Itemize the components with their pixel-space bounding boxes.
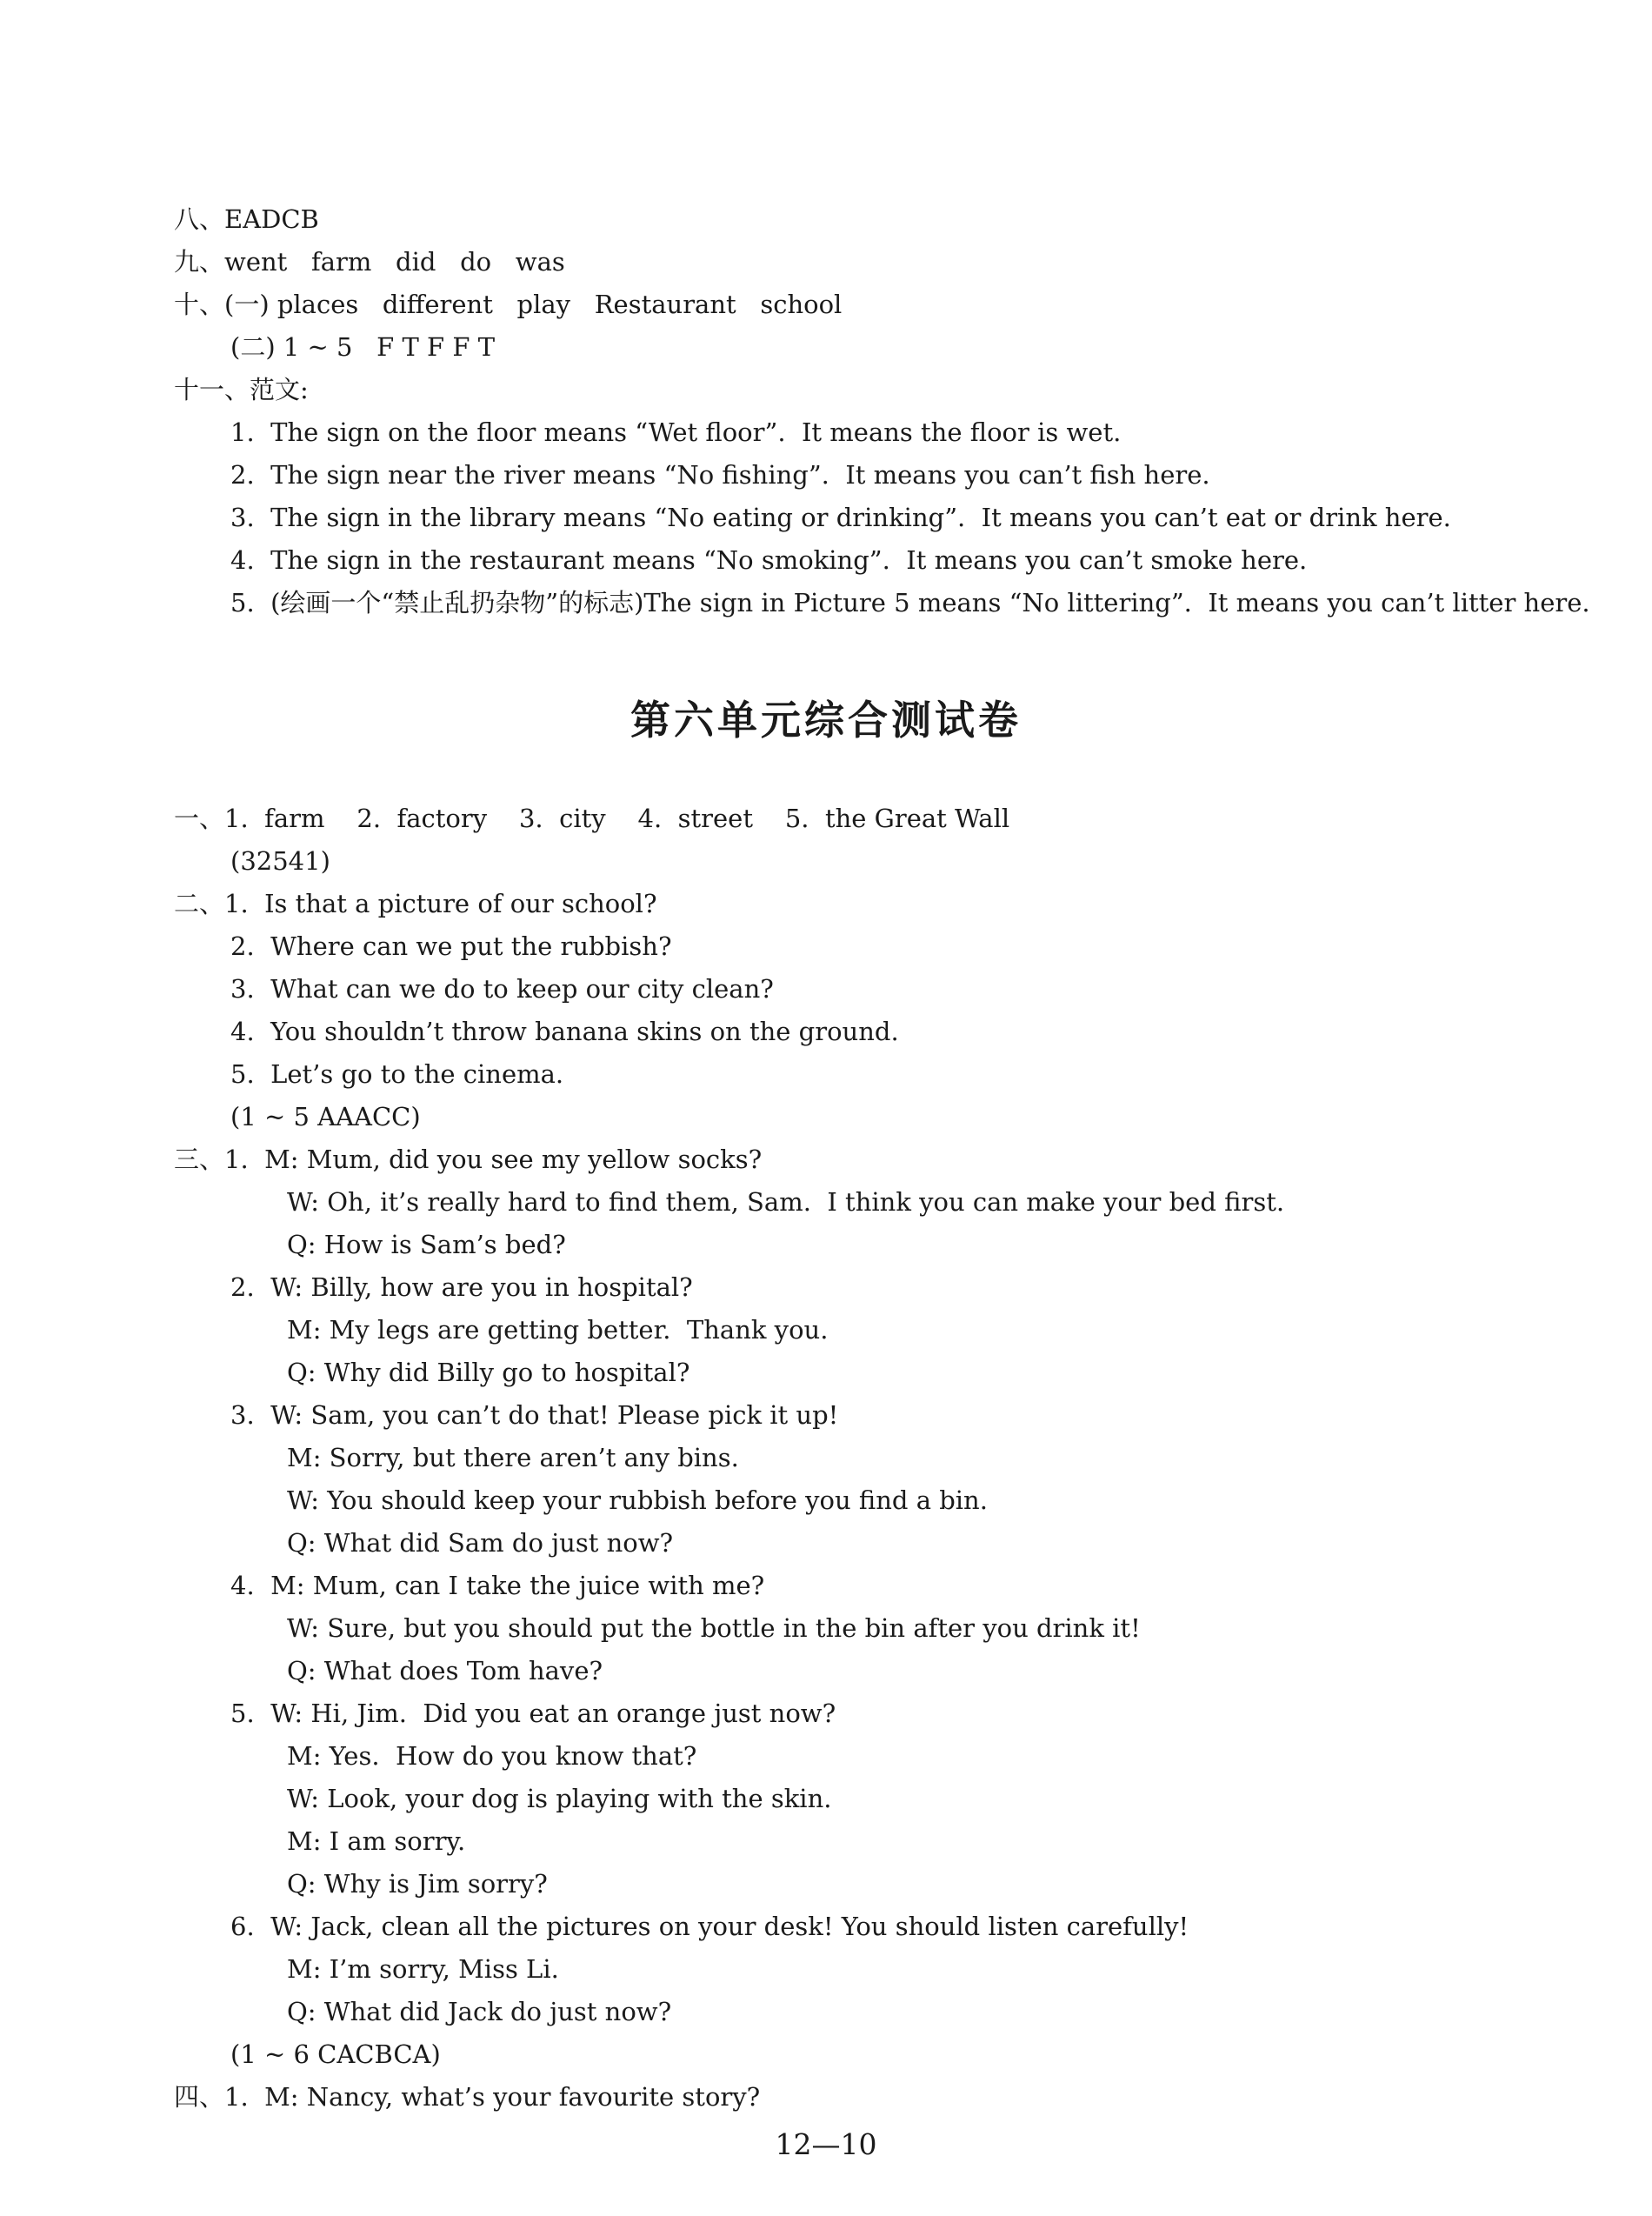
text-line: 一、1. farm 2. factory 3. city 4. street 5. the Great Wall — [174, 804, 1010, 833]
text-line: 二、1. Is that a picture of our school? — [174, 889, 657, 918]
text-line: 2. Where can we put the rubbish? — [230, 931, 672, 961]
text-line: 3. The sign in the library means “No eating or drinking”. It means you can’t eat or drink here. — [230, 503, 1451, 532]
text-line: 2. W: Billy, how are you in hospital? — [230, 1272, 693, 1302]
text-line: 4. M: Mum, can I take the juice with me? — [230, 1571, 765, 1600]
text-line: M: I’m sorry, Miss Li. — [287, 1954, 559, 1984]
text-line: 6. W: Jack, clean all the pictures on your desk! You should listen carefully! — [230, 1912, 1189, 1941]
text-line: Q: Why is Jim sorry? — [287, 1869, 548, 1899]
text-line: (二) 1 ~ 5 F T F F T — [230, 332, 496, 362]
text-line: 三、1. M: Mum, did you see my yellow socks? — [174, 1145, 763, 1174]
text-line: 十一、范文: — [174, 375, 309, 404]
text-line: Q: What did Sam do just now? — [287, 1528, 674, 1558]
text-line: 四、1. M: Nancy, what’s your favourite story? — [174, 2082, 761, 2112]
text-line: Q: What does Tom have? — [287, 1656, 603, 1685]
section-title: 第六单元综合测试卷 — [630, 697, 1022, 744]
text-line: 4. The sign in the restaurant means “No smoking”. It means you can’t smoke here. — [230, 545, 1308, 575]
text-line: (1 ~ 5 AAACC) — [230, 1102, 421, 1131]
text-line: (32541) — [230, 846, 330, 876]
text-line: W: Oh, it’s really hard to find them, Sam. I think you can make your bed first. — [287, 1187, 1285, 1217]
text-line: M: I am sorry. — [287, 1826, 466, 1856]
text-line: 1. The sign on the floor means “Wet floor”. It means the floor is wet. — [230, 417, 1122, 447]
text-line: M: Sorry, but there aren’t any bins. — [287, 1443, 739, 1472]
text-line: 2. The sign near the river means “No fishing”. It means you can’t fish here. — [230, 460, 1210, 490]
text-line: Q: How is Sam’s bed? — [287, 1230, 566, 1259]
text-line: (1 ~ 6 CACBCA) — [230, 2039, 441, 2069]
text-line: M: Yes. How do you know that? — [287, 1741, 697, 1771]
text-line: W: Sure, but you should put the bottle in the bin after you drink it! — [287, 1613, 1141, 1643]
text-line: 5. W: Hi, Jim. Did you eat an orange just now? — [230, 1699, 836, 1728]
text-line: Q: What did Jack do just now? — [287, 1997, 672, 2026]
text-line: 4. You shouldn’t throw banana skins on the ground. — [230, 1017, 899, 1046]
text-line: Q: Why did Billy go to hospital? — [287, 1358, 690, 1387]
text-line: 5. Let’s go to the cinema. — [230, 1059, 564, 1089]
text-line: 3. What can we do to keep our city clean? — [230, 974, 774, 1004]
text-line: 九、went farm did do was — [174, 247, 565, 277]
text-line: W: You should keep your rubbish before you find a bin. — [287, 1485, 988, 1515]
text-line: M: My legs are getting better. Thank you. — [287, 1315, 829, 1345]
text-line: W: Look, your dog is playing with the skin. — [287, 1784, 832, 1813]
text-line: 十、(一) places different play Restaurant school — [174, 290, 843, 319]
text-line: 八、EADCB — [174, 204, 319, 234]
text-line: 3. W: Sam, you can’t do that! Please pick it up! — [230, 1400, 839, 1430]
page-number: 12—10 — [775, 2127, 877, 2161]
text-line: 5. (绘画一个“禁止乱扔杂物”的标志)The sign in Picture 5 means “No littering”. It means you can’t litter here. — [230, 588, 1590, 617]
